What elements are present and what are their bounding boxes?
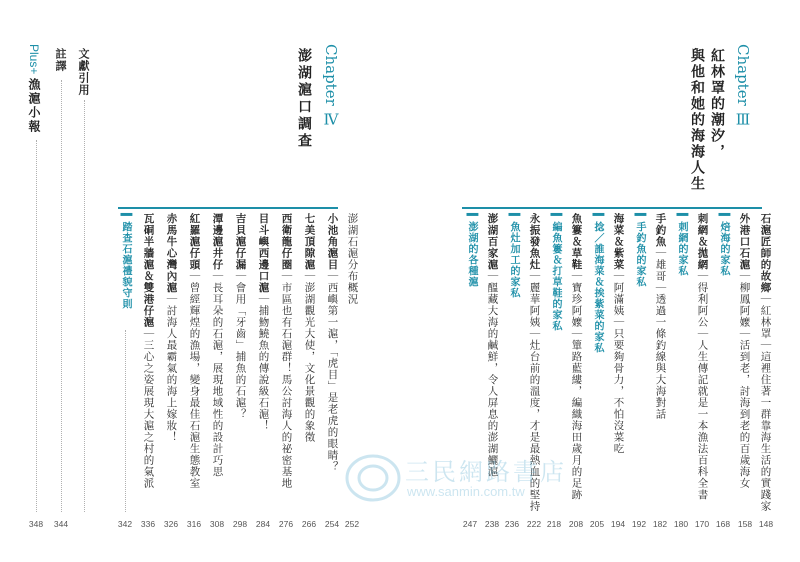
section-heading: ▍魚灶加工的家私 bbox=[508, 213, 519, 299]
page-number: 182 bbox=[652, 519, 668, 529]
chapter-title: 澎湖滬口調查 bbox=[296, 48, 312, 150]
entry-desc2: 人生傳記就是一本漁法百科全書 bbox=[696, 339, 709, 501]
watermark-text-zh: 三民網路書店 bbox=[405, 458, 567, 486]
entry-desc: 討海人最霸氣的海上嫁妝！ bbox=[165, 305, 178, 443]
entry-desc: 捕魩鱙魚的傳說級石滬！ bbox=[257, 305, 270, 432]
entry-desc2: 這裡住著一群靠海生活的實踐家 bbox=[759, 351, 772, 512]
entry-desc: 雄哥 bbox=[654, 259, 667, 282]
chapter-label: Chapter Ⅲ bbox=[734, 44, 752, 129]
page-number: 218 bbox=[546, 519, 562, 529]
page-number: 266 bbox=[301, 519, 317, 529]
section-heading: ▍焙海的家私 bbox=[718, 213, 729, 277]
section-heading: ▍捻／誰海菜＆挨紫菜的家私 bbox=[592, 213, 603, 354]
entry-name: 七美頂隙滬 bbox=[303, 213, 316, 271]
entry-name: 石滬匠師的故鄉 bbox=[759, 213, 772, 294]
page-number: 205 bbox=[589, 519, 605, 529]
entry-name: 小池角滬目 bbox=[326, 213, 339, 271]
entry-name: 赤馬牛心灣內滬 bbox=[165, 213, 178, 294]
toc-entry: 目斗嶼西邊口滬｜捕魩鱙魚的傳說級石滬！ bbox=[257, 213, 270, 432]
toc-entry: 紅羅滬仔頭｜曾經輝煌的漁場，變身最佳石滬生態教室 bbox=[188, 213, 201, 489]
watermark-text-en: www.sanmin.com.tw bbox=[407, 484, 525, 499]
leader-dots bbox=[125, 330, 126, 512]
section-rule bbox=[462, 207, 762, 209]
page-number: 252 bbox=[344, 519, 360, 529]
toc-entry: 赤馬牛心灣內滬｜討海人最霸氣的海上嫁妝！ bbox=[165, 213, 178, 443]
page-number: 308 bbox=[209, 519, 225, 529]
entry-desc: 紅林罩 bbox=[759, 305, 772, 340]
page-number: 316 bbox=[186, 519, 202, 529]
section-heading: ▍澎湖的各種滬 bbox=[466, 213, 477, 288]
page-number: 348 bbox=[28, 519, 44, 529]
entry-name: 紅羅滬仔頭 bbox=[188, 213, 201, 271]
entry-desc2: 透過一條釣線與大海對話 bbox=[654, 293, 667, 420]
leader-dots bbox=[36, 140, 37, 512]
page-number: 276 bbox=[278, 519, 294, 529]
leader-dots bbox=[61, 80, 62, 512]
page-number: 238 bbox=[484, 519, 500, 529]
entry-name: 目斗嶼西邊口滬 bbox=[257, 213, 270, 294]
entry-name: 澎湖百家滬 bbox=[486, 213, 499, 271]
toc-entry: 刺網＆拋網｜得利阿公｜人生傳記就是一本漁法百科全書 bbox=[696, 213, 709, 501]
page-number: 222 bbox=[526, 519, 542, 529]
watermark bbox=[343, 448, 603, 508]
page-number: 236 bbox=[504, 519, 520, 529]
leader-dots bbox=[84, 100, 85, 512]
toc-entry: 海菜＆紫菜｜阿滿姨｜只要夠骨力，不怕沒菜吃 bbox=[612, 213, 625, 455]
plus-tag: Plus+ bbox=[27, 44, 41, 75]
page-number: 336 bbox=[140, 519, 156, 529]
page-number: 148 bbox=[758, 519, 774, 529]
entry-name: 海菜＆紫菜 bbox=[612, 213, 625, 271]
toc-entry: 潭邊滬井仔｜長耳朵的石滬，展現地域性的設計巧思 bbox=[211, 213, 224, 478]
entry-desc: 阿滿姨 bbox=[612, 282, 625, 317]
toc-entry: 小池角滬目｜西嶼第一滬，「虎目」是老虎的眼睛？ bbox=[326, 213, 339, 473]
entry-desc2: 只要夠骨力，不怕沒菜吃 bbox=[612, 328, 625, 455]
page-number: 158 bbox=[737, 519, 753, 529]
page-number: 344 bbox=[53, 519, 69, 529]
section-heading: ▍編魚簍＆打草鞋的家私 bbox=[550, 213, 561, 332]
page-number: 298 bbox=[232, 519, 248, 529]
page-number: 170 bbox=[694, 519, 710, 529]
toc-entry: 吉貝滬仔漏｜會用「牙齒」捕魚的石滬？ bbox=[234, 213, 247, 420]
page-number: 168 bbox=[715, 519, 731, 529]
entry-name: 吉貝滬仔漏 bbox=[234, 213, 247, 271]
section-heading: ▍刺網的家私 bbox=[676, 213, 687, 277]
entry-name: 手釣魚 bbox=[654, 213, 667, 248]
page-number: 254 bbox=[324, 519, 340, 529]
entry-desc: 曾經輝煌的漁場，變身最佳石滬生態教室 bbox=[188, 282, 201, 489]
notes-label: 註譯 bbox=[54, 48, 67, 72]
bibliography-label: 文獻引用 bbox=[77, 48, 90, 96]
entry-name: 潭邊滬井仔 bbox=[211, 213, 224, 271]
entry-desc: 寶珍阿嬤 bbox=[570, 282, 583, 328]
toc-entry: 手釣魚｜雄哥｜透過一條釣線與大海對話 bbox=[654, 213, 667, 420]
plus-label bbox=[28, 44, 40, 134]
toc-entry: 七美頂隙滬｜澎湖觀光大使，文化景觀的象徵 bbox=[303, 213, 316, 443]
entry-name: 西衛龍仔圈 bbox=[280, 213, 293, 271]
entry-desc: 醞藏大海的鹹鮮，令人屏息的澎湖鱺滬 bbox=[486, 282, 499, 478]
page-number: 208 bbox=[568, 519, 584, 529]
entry-name: 外港口石滬 bbox=[738, 213, 751, 271]
page-number: 284 bbox=[255, 519, 271, 529]
toc-entry: 魚簍＆草鞋｜寶珍阿嬤｜簞路藍縷，編織海田歲月的足跡 bbox=[570, 213, 583, 501]
toc-entry: 西衛龍仔圈｜市區也有石滬群！馬公討海人的祕密基地 bbox=[280, 213, 293, 489]
entry-desc: 三心之姿展現大滬之村的氣派 bbox=[142, 339, 155, 489]
entry-desc2: 簞路藍縷，編織海田歲月的足跡 bbox=[570, 339, 583, 501]
page-number: 180 bbox=[673, 519, 689, 529]
page-number: 342 bbox=[117, 519, 133, 529]
page-number: 192 bbox=[631, 519, 647, 529]
entry-desc: 得利阿公 bbox=[696, 282, 709, 328]
toc-entry: 石滬匠師的故鄉｜紅林罩｜這裡住著一群靠海生活的實踐家 bbox=[759, 213, 772, 512]
toc-entry bbox=[347, 213, 358, 305]
chapter-title-line1: 紅林罩的潮汐， bbox=[709, 48, 725, 160]
section-rule bbox=[118, 207, 338, 209]
entry-name: 魚簍＆草鞋 bbox=[570, 213, 583, 271]
toc-entry: 澎湖百家滬｜醞藏大海的鹹鮮，令人屏息的澎湖鱺滬 bbox=[486, 213, 499, 478]
section-heading: ▍手釣魚的家私 bbox=[634, 213, 645, 288]
entry-desc: 會用「牙齒」捕魚的石滬？ bbox=[234, 282, 247, 420]
entry-name: 永振發魚灶 bbox=[528, 213, 541, 271]
entry-desc: 澎湖石滬分布概況 bbox=[346, 213, 359, 305]
entry-desc2: 灶台前的溫度，才是最熱血的堅持 bbox=[528, 339, 541, 512]
page-number: 326 bbox=[163, 519, 179, 529]
section-heading: ▍踏查石滬禮貌守則 bbox=[120, 213, 131, 310]
entry-desc: 麗華阿姨 bbox=[528, 282, 541, 328]
plus-title: 漁滬小報 bbox=[27, 78, 41, 135]
toc-entry: 永振發魚灶｜麗華阿姨｜灶台前的溫度，才是最熱血的堅持 bbox=[528, 213, 541, 512]
chapter-label: Chapter Ⅳ bbox=[322, 44, 340, 129]
entry-desc: 市區也有石滬群！馬公討海人的祕密基地 bbox=[280, 282, 293, 489]
entry-name: 瓦硐半牆滬＆雙港仔滬 bbox=[142, 213, 155, 328]
entry-desc2: 活到老，討海到老的百歲海女 bbox=[738, 339, 751, 489]
entry-desc: 澎湖觀光大使，文化景觀的象徵 bbox=[303, 282, 316, 443]
page-number: 247 bbox=[462, 519, 478, 529]
chapter-title-line2: 與他和她的海海人生 bbox=[689, 48, 705, 192]
entry-desc: 長耳朵的石滬，展現地域性的設計巧思 bbox=[211, 282, 224, 478]
entry-name: 刺網＆拋網 bbox=[696, 213, 709, 271]
page-number: 194 bbox=[610, 519, 626, 529]
entry-desc: 柳鳳阿嬤 bbox=[738, 282, 751, 328]
entry-desc: 西嶼第一滬，「虎目」是老虎的眼睛？ bbox=[326, 282, 339, 473]
toc-entry: 外港口石滬｜柳鳳阿嬤｜活到老，討海到老的百歲海女 bbox=[738, 213, 751, 489]
toc-entry: 瓦硐半牆滬＆雙港仔滬｜三心之姿展現大滬之村的氣派 bbox=[142, 213, 155, 489]
